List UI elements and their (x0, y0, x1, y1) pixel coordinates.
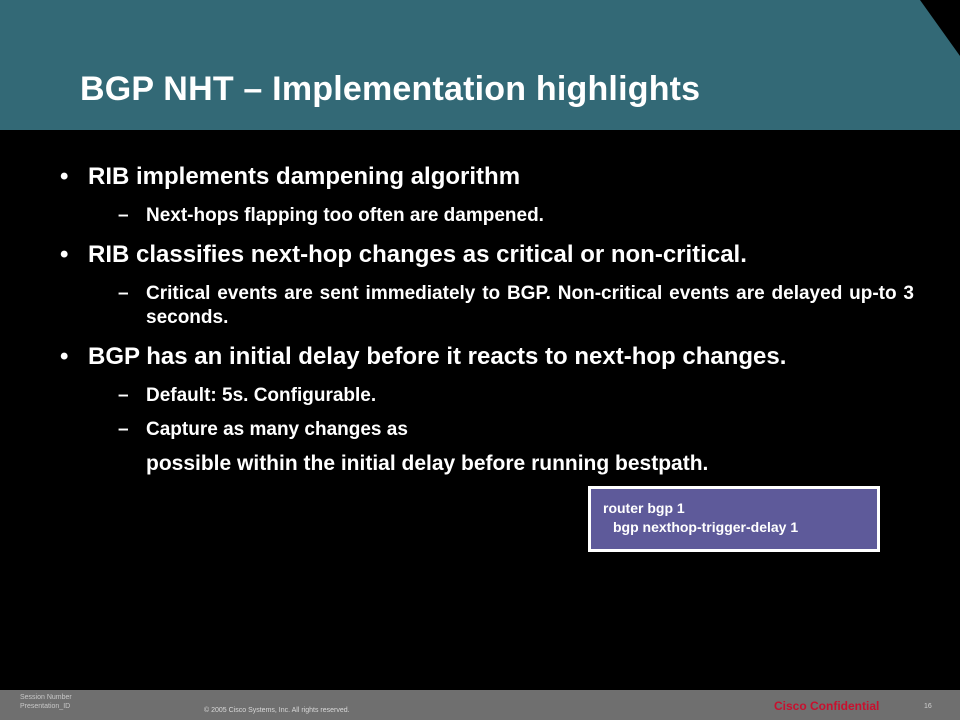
session-info (20, 693, 72, 711)
header-band (0, 0, 960, 130)
slide-content (58, 150, 914, 478)
bullet-2 (58, 238, 914, 272)
bullet-dot-icon: • (60, 343, 69, 370)
bullet-dot-icon: • (60, 163, 69, 190)
bullet-1 (58, 160, 914, 194)
page-number: 16 (924, 703, 932, 710)
slide-title: BGP NHT – Implementation highlights (80, 70, 701, 108)
bullet-2-text: RIB classifies next-hop changes as critical or non-critical. (88, 241, 747, 268)
sub-bullet-3-2-continuation: possible within the initial delay before running bestpath. (146, 452, 709, 475)
dash-icon: – (118, 205, 129, 226)
bullet-1-text: RIB implements dampening algorithm (88, 163, 521, 190)
sub-bullet-3-2-text: Capture as many changes as (146, 419, 408, 440)
presentation-id: Presentation_ID (20, 703, 71, 710)
sub-bullet-1-1 (58, 204, 914, 228)
session-number: Session Number (20, 694, 72, 701)
sub-bullet-2-1 (58, 282, 914, 330)
corner-notch (920, 0, 960, 56)
dash-icon: – (118, 419, 129, 440)
dash-icon: – (118, 385, 129, 406)
confidential-label: Cisco Confidential (774, 699, 880, 713)
dash-icon: – (118, 283, 129, 304)
code-line-2: bgp nexthop-trigger-delay 1 (613, 519, 799, 535)
config-code-box (588, 486, 880, 552)
sub-bullet-1-1-text: Next-hops flapping too often are dampened. (146, 205, 544, 226)
code-line-1: router bgp 1 (603, 500, 685, 516)
bullet-3-text: BGP has an initial delay before it reacts to next-hop changes. (88, 343, 787, 370)
bullet-3 (58, 340, 914, 374)
copyright-notice: © 2005 Cisco Systems, Inc. All rights reserved. (204, 707, 350, 714)
sub-bullet-3-1-text: Default: 5s. Configurable. (146, 385, 377, 406)
sub-bullet-3-2 (58, 418, 914, 442)
footer-bar (0, 690, 960, 720)
sub-bullet-2-1-text: Critical events are sent immediately to BGP. Non-critical events are delayed up-to 3 seconds. (146, 283, 914, 328)
sub-bullet-3-1 (58, 384, 914, 408)
bullet-dot-icon: • (60, 241, 69, 268)
